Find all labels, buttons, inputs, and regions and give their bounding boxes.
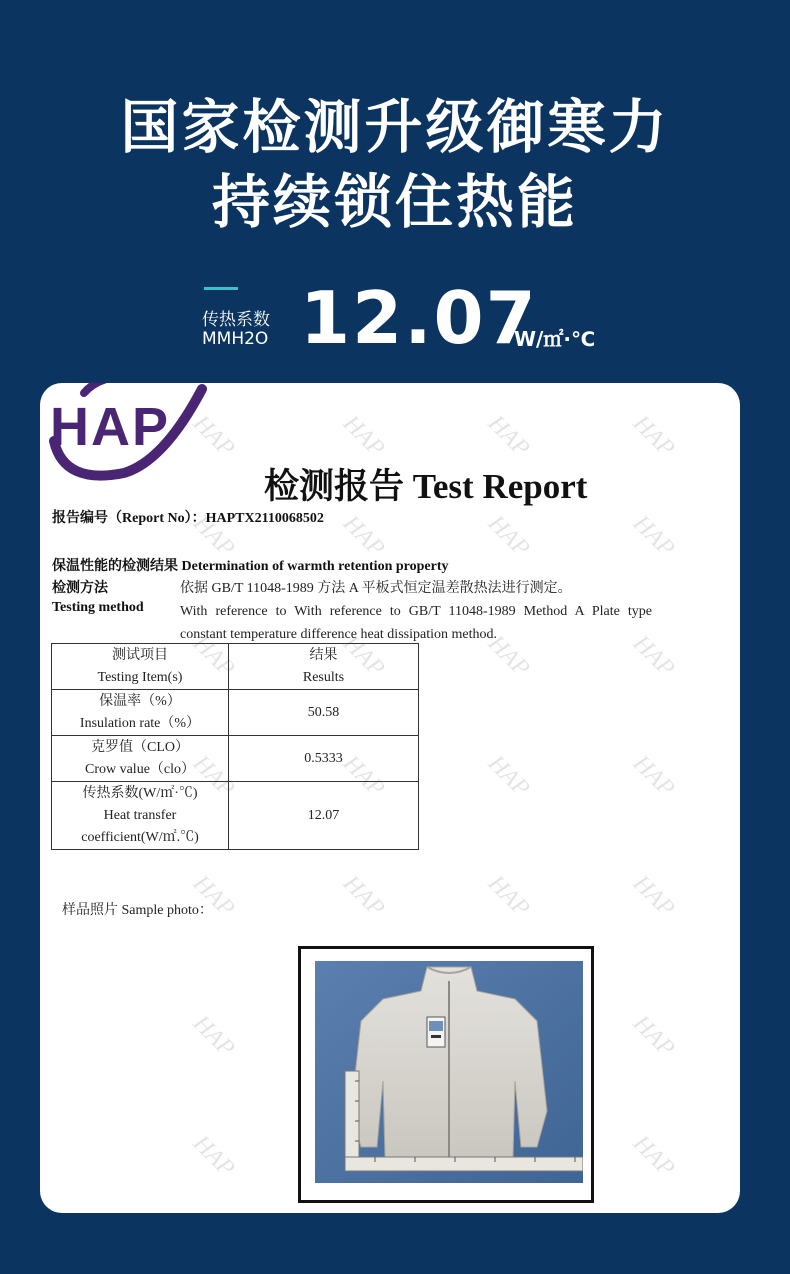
watermark-text: HAP	[482, 750, 535, 802]
watermark-text: HAP	[187, 410, 240, 462]
row-item-en: Insulation rate（%）	[79, 715, 201, 731]
watermark-text: HAP	[482, 510, 535, 562]
table-cell-value: 50.58	[229, 690, 419, 736]
watermark-text: HAP	[337, 410, 390, 462]
watermark-text: HAP	[187, 630, 240, 682]
table-cell-item	[52, 690, 229, 736]
watermark-text: HAP	[337, 630, 390, 682]
method-text-en: With reference to With reference to GB/T 11048-1989 Method A Plate type constant temperature difference heat dissipation method.	[180, 604, 652, 642]
sample-photo-jacket	[315, 961, 583, 1183]
watermark-text: HAP	[187, 510, 240, 562]
watermark-text: HAP	[627, 410, 680, 462]
watermark-text: HAP	[627, 1130, 680, 1182]
accent-bar	[204, 287, 238, 290]
table-row	[52, 690, 419, 736]
headline-line-1: 国家检测升级御寒力	[120, 93, 670, 161]
metric-label-code: MMH2O	[202, 329, 269, 349]
results-table	[51, 643, 419, 850]
watermark-text: HAP	[337, 750, 390, 802]
watermark-text: HAP	[482, 870, 535, 922]
table-header-row	[52, 644, 419, 690]
headline-line-2: 持续锁住热能	[211, 168, 578, 236]
table-cell-item	[52, 782, 229, 850]
report-number-value: HAPTX2110068502	[205, 511, 324, 526]
header-result-en: Results	[302, 669, 345, 685]
section-title: 保温性能的检测结果 Determination of warmth retention property	[52, 559, 449, 574]
table-header-item	[52, 644, 229, 690]
watermark-text: HAP	[187, 750, 240, 802]
watermark-text: HAP	[187, 870, 240, 922]
watermark-text: HAP	[627, 750, 680, 802]
row-item-en-2: coefficient(W/㎡.℃)	[81, 829, 199, 845]
sample-photo-frame	[298, 946, 594, 1203]
hap-logo	[44, 383, 214, 487]
row-item-cn: 保温率（%）	[99, 693, 181, 709]
header-item-en: Testing Item(s)	[97, 669, 183, 685]
watermark-text: HAP	[337, 870, 390, 922]
table-row	[52, 736, 419, 782]
watermark-text: HAP	[627, 630, 680, 682]
table-cell-item	[52, 736, 229, 782]
metric-unit: W/㎡·℃	[514, 327, 596, 351]
method-label-en: Testing method	[52, 600, 144, 615]
row-item-cn: 传热系数(W/㎡·℃)	[82, 785, 198, 801]
watermark-text: HAP	[627, 510, 680, 562]
watermark-text: HAP	[627, 1010, 680, 1062]
report-number	[52, 507, 324, 527]
watermark-text: HAP	[187, 1130, 240, 1182]
watermark-text: HAP	[482, 630, 535, 682]
table-cell-value: 0.5333	[229, 736, 419, 782]
row-item-cn: 克罗值（CLO）	[91, 739, 189, 755]
header-result-cn: 结果	[309, 647, 338, 663]
method-label-cn: 检测方法	[52, 581, 108, 596]
watermark-text: HAP	[187, 1010, 240, 1062]
table-row	[52, 782, 419, 850]
report-title: 检测报告 Test Report	[264, 467, 588, 506]
row-item-en: Crow value（clo）	[84, 761, 196, 777]
test-report-card	[40, 383, 740, 1213]
watermark-text: HAP	[482, 410, 535, 462]
metric-value: 12.07	[300, 276, 538, 360]
watermark-text: HAP	[337, 510, 390, 562]
logo-text: HAP	[50, 397, 171, 457]
metric-label-cn: 传热系数	[202, 310, 270, 330]
header-item-cn: 测试项目	[112, 647, 168, 663]
method-text-cn: 依据 GB/T 11048-1989 方法 A 平板式恒定温差散热法进行测定。	[180, 581, 572, 596]
watermark-text: HAP	[627, 870, 680, 922]
row-item-en: Heat transfer	[103, 807, 177, 823]
sample-photo-label: 样品照片 Sample photo：	[62, 903, 213, 918]
table-header-result	[229, 644, 419, 690]
report-number-label: 报告编号（Report No）：	[52, 511, 206, 526]
table-cell-value: 12.07	[229, 782, 419, 850]
